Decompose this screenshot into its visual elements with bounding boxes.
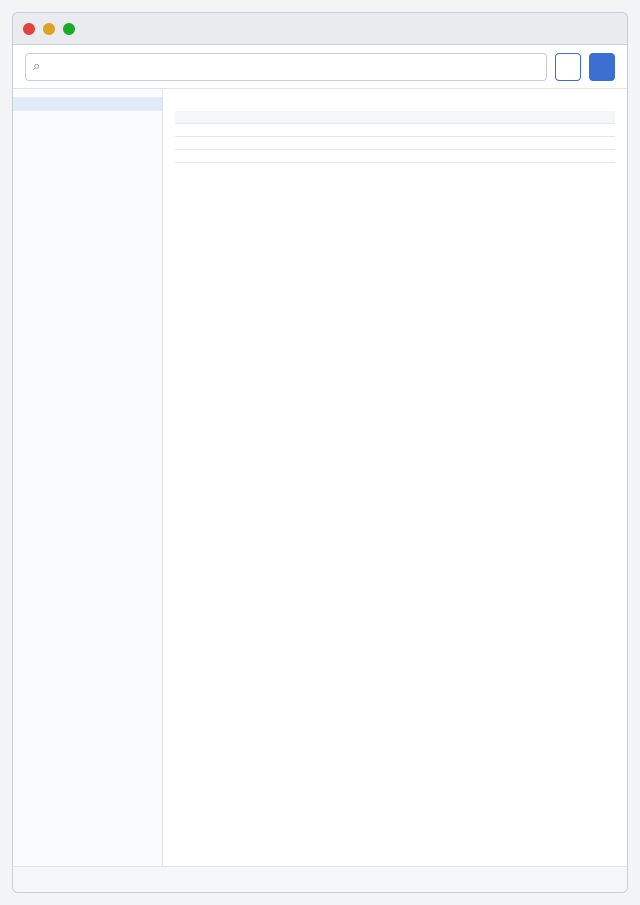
- table-cell: [322, 137, 469, 150]
- column-header[interactable]: [322, 111, 469, 124]
- title-bar: [13, 13, 627, 45]
- primary-button[interactable]: [589, 53, 615, 81]
- table-row[interactable]: [175, 124, 615, 137]
- content-area: [13, 89, 627, 866]
- table-cell: [468, 137, 615, 150]
- maximize-window-icon[interactable]: [63, 23, 75, 35]
- minimize-window-icon[interactable]: [43, 23, 55, 35]
- sidebar-item[interactable]: [13, 111, 162, 125]
- status-bar: [13, 866, 627, 892]
- table-cell: [175, 124, 322, 137]
- sidebar-item[interactable]: [13, 125, 162, 139]
- table-cell: [175, 150, 322, 163]
- table-cell: [322, 150, 469, 163]
- table-row[interactable]: [175, 150, 615, 163]
- data-table: [175, 111, 615, 163]
- app-window: [12, 12, 628, 893]
- search-box: [25, 53, 547, 81]
- column-header[interactable]: [175, 111, 322, 124]
- table-cell: [468, 124, 615, 137]
- table-cell: [175, 137, 322, 150]
- search-input[interactable]: [25, 53, 547, 81]
- table-header-row: [175, 111, 615, 124]
- column-header[interactable]: [468, 111, 615, 124]
- table-cell: [322, 124, 469, 137]
- close-window-icon[interactable]: [23, 23, 35, 35]
- sidebar-item[interactable]: [13, 97, 162, 111]
- toolbar: [13, 45, 627, 89]
- sidebar-item[interactable]: [13, 139, 162, 153]
- table-row[interactable]: [175, 137, 615, 150]
- secondary-button[interactable]: [555, 53, 581, 81]
- main-panel: [163, 89, 627, 866]
- search-icon: ⌕: [33, 58, 41, 74]
- sidebar: [13, 89, 163, 866]
- table-cell: [468, 150, 615, 163]
